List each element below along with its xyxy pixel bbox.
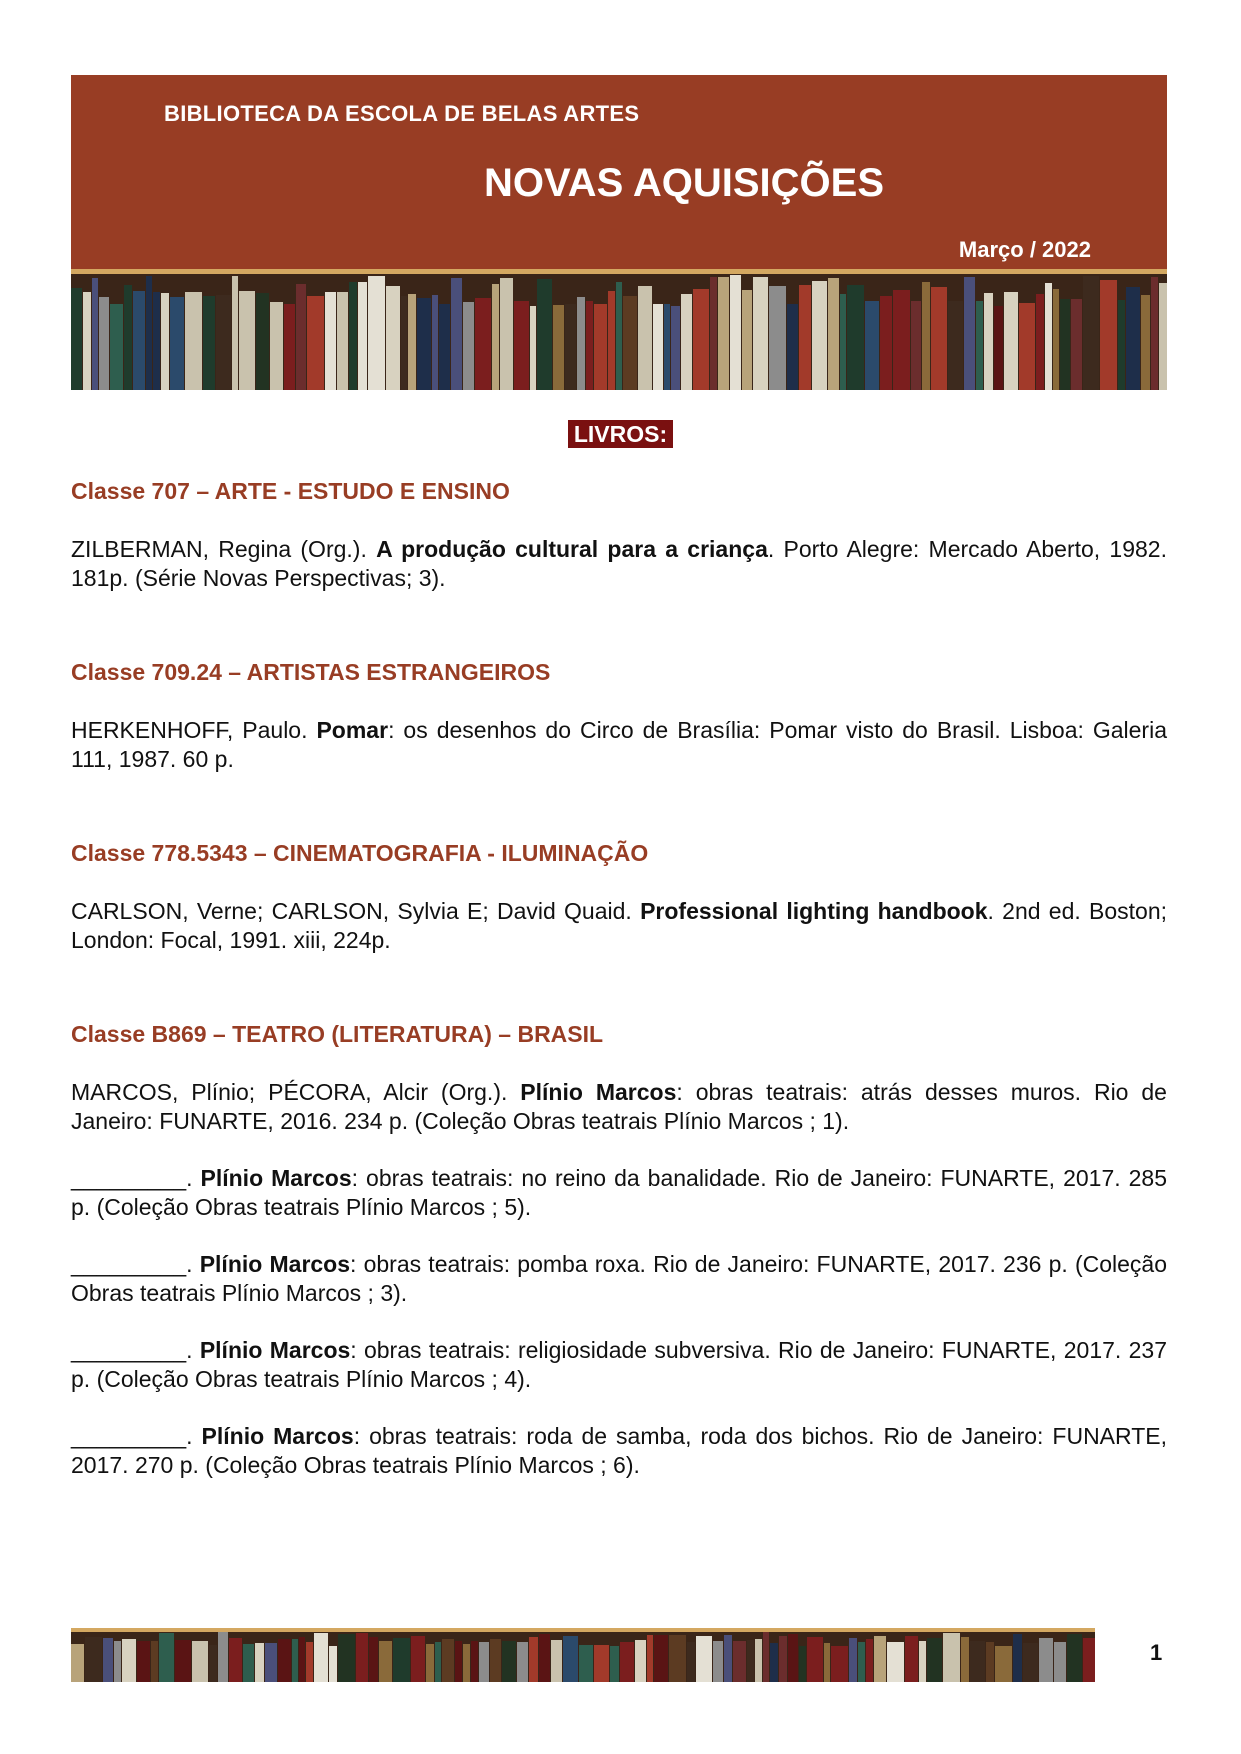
book-spine <box>858 1642 865 1682</box>
class-heading: Classe 709.24 – ARTISTAS ESTRANGEIROS <box>71 659 551 685</box>
book-spine <box>733 1641 746 1682</box>
book-spine <box>874 1636 886 1682</box>
book-spine <box>1083 276 1099 390</box>
book-spine <box>216 295 231 390</box>
book-spine <box>638 286 652 390</box>
book-spine <box>943 1633 960 1682</box>
book-spine <box>742 290 752 390</box>
book-spine <box>539 1634 550 1682</box>
acquisitions-list <box>71 478 1167 1480</box>
book-spine <box>1053 289 1059 390</box>
class-heading: Classe 778.5343 – CINEMATOGRAFIA - ILUMINAÇÃO <box>71 840 649 866</box>
book-spine <box>1083 1638 1095 1682</box>
header-banner <box>71 75 1167 269</box>
book-spine <box>931 287 947 390</box>
book-entry: CARLSON, Verne; CARLSON, Sylvia E; David Quaid. Professional lighting handbook. 2nd ed. Boston; London: Focal, 1991. xiii, 224p. <box>71 898 1167 953</box>
book-spine <box>635 1640 646 1682</box>
book-spine <box>669 1635 686 1682</box>
book-spine <box>647 1635 653 1682</box>
book-spine <box>986 1642 994 1682</box>
book-spine <box>799 1646 806 1682</box>
book-spine <box>1019 303 1035 390</box>
library-name: BIBLIOTECA DA ESCOLA DE BELAS ARTES <box>164 101 640 126</box>
book-spine <box>463 302 474 390</box>
book-spine <box>730 275 741 390</box>
book-spine <box>368 276 385 390</box>
book-spine <box>442 1639 454 1682</box>
book-spine <box>369 1637 378 1682</box>
book-spine <box>338 1634 355 1682</box>
book-spine <box>356 1633 368 1682</box>
class-heading: Classe B869 – TEATRO (LITERATURA) – BRASIL <box>71 1021 604 1047</box>
book-spine <box>306 1642 313 1682</box>
book-spine <box>681 294 692 390</box>
book-spine <box>849 1638 857 1682</box>
book-spine <box>927 1638 942 1682</box>
book-spine <box>1060 299 1070 390</box>
book-spine <box>577 297 585 390</box>
book-spine <box>608 291 615 390</box>
book-spine <box>994 306 1003 390</box>
book-spine <box>265 1643 277 1682</box>
book-spine <box>99 297 109 390</box>
book-spine <box>146 276 152 390</box>
book-spine <box>517 1642 528 1682</box>
book-spine <box>1159 283 1167 390</box>
book-spine <box>137 1641 150 1682</box>
book-spine <box>358 282 367 390</box>
book-spine <box>620 1642 634 1682</box>
book-spine <box>408 294 416 390</box>
book-spine <box>471 1641 478 1682</box>
book-entry: HERKENHOFF, Paulo. Pomar: os desenhos do Circo de Brasília: Pomar visto do Brasil. Lisboa: Galeria 111, 1987. 60 p. <box>71 717 1167 772</box>
book-spine <box>919 1641 926 1682</box>
book-spine <box>463 1644 470 1682</box>
book-spine <box>616 282 622 390</box>
book-spine <box>500 278 513 390</box>
book-spine <box>1126 287 1140 390</box>
book-spine <box>1039 1638 1053 1682</box>
book-spine <box>411 1636 425 1682</box>
book-spine <box>799 285 811 390</box>
book-spine <box>114 1641 121 1682</box>
book-spine <box>654 1635 668 1682</box>
book-spine <box>502 1641 516 1682</box>
book-spine <box>1054 1642 1066 1682</box>
book-spine <box>1067 1634 1082 1682</box>
book-spine <box>229 1638 242 1682</box>
book-spine <box>747 1640 754 1682</box>
book-spine <box>239 291 255 390</box>
book-spine <box>110 304 123 390</box>
book-entry: _________. Plínio Marcos: obras teatrais: no reino da banalidade. Rio de Janeiro: FUNARTE, 2017. 285 p. (Coleção Obras teatrais Plínio Marcos ; 5). <box>71 1165 1167 1220</box>
book-spine <box>455 1641 462 1682</box>
book-spine <box>71 288 82 390</box>
book-spine <box>243 1644 254 1682</box>
book-spine <box>153 292 160 390</box>
book-spine <box>976 301 983 390</box>
book-spine <box>880 296 892 390</box>
book-spine <box>847 285 864 390</box>
book-spine <box>209 1645 217 1682</box>
book-spine <box>653 304 663 390</box>
book-spine <box>563 1636 578 1682</box>
book-spine <box>922 282 930 390</box>
book-spine <box>755 1639 762 1682</box>
book-spine <box>514 301 529 390</box>
book-spine <box>824 1643 830 1682</box>
book-spine <box>218 1632 228 1682</box>
book-spine <box>170 297 184 390</box>
book-entry: ZILBERMAN, Regina (Org.). A produção cultural para a criança. Porto Alegre: Mercado Aberto, 1982. 181p. (Série Novas Perspectivas; 3). <box>71 536 1167 591</box>
book-entry: _________. Plínio Marcos: obras teatrais: roda de samba, roda dos bichos. Rio de Janeiro: FUNARTE, 2017. 270 p. (Coleção Obras teatrais Plínio Marcos ; 6). <box>71 1423 1167 1478</box>
book-spine <box>961 1637 969 1682</box>
book-spine <box>984 293 993 390</box>
section-label <box>0 421 1241 448</box>
book-spine <box>292 1639 298 1682</box>
book-spine <box>490 1639 501 1682</box>
book-spine <box>687 1642 695 1682</box>
book-spine <box>159 1633 174 1682</box>
book-spine <box>551 1640 562 1682</box>
book-spine <box>1036 294 1044 390</box>
book-spine <box>1071 299 1082 390</box>
page-title: NOVAS AQUISIÇÕES <box>483 161 885 205</box>
book-spine <box>779 1636 787 1682</box>
book-spine <box>185 292 202 390</box>
book-spine <box>349 282 357 390</box>
book-spine <box>426 1644 434 1682</box>
bookshelf-image-top <box>71 274 1167 390</box>
book-spine <box>911 301 921 390</box>
book-spine <box>905 1636 918 1682</box>
book-spine <box>1045 283 1052 390</box>
book-spine <box>1141 295 1150 390</box>
page-number: 1 <box>1150 1640 1163 1665</box>
book-spine <box>1118 300 1125 390</box>
book-spine <box>386 286 400 390</box>
book-spine <box>770 1643 778 1682</box>
book-spine <box>203 296 215 390</box>
book-spine <box>594 304 607 390</box>
book-spine <box>788 1634 798 1682</box>
book-spine <box>530 306 536 390</box>
book-spine <box>724 1635 732 1682</box>
book-spine <box>475 298 491 390</box>
book-spine <box>710 277 717 390</box>
book-spine <box>270 302 283 390</box>
issue-date: Março / 2022 <box>958 237 1091 262</box>
book-spine <box>92 278 98 390</box>
book-spine <box>393 1638 410 1682</box>
book-spine <box>1023 1643 1038 1682</box>
book-spine <box>492 284 499 390</box>
book-spine <box>325 292 336 390</box>
book-spine <box>192 1641 208 1682</box>
section-label-text: LIVROS: <box>568 420 673 448</box>
book-spine <box>1004 292 1018 390</box>
book-spine <box>71 1644 84 1682</box>
book-spine <box>417 298 431 390</box>
book-spine <box>893 290 910 390</box>
book-spine <box>124 285 132 390</box>
book-spine <box>299 1637 305 1682</box>
book-spine <box>718 277 729 390</box>
book-spine <box>753 277 768 390</box>
book-spine <box>314 1633 328 1682</box>
book-spine <box>83 292 91 390</box>
book-spine <box>693 289 709 390</box>
book-entry: _________. Plínio Marcos: obras teatrais: pomba roxa. Rio de Janeiro: FUNARTE, 2017. 236 p. (Coleção Obras teatrais Plínio Marcos ; 3). <box>71 1251 1167 1306</box>
book-spine <box>1151 277 1158 390</box>
book-spine <box>151 1641 158 1682</box>
book-spine <box>553 305 564 390</box>
book-spine <box>435 1642 441 1682</box>
book-spine <box>479 1642 489 1682</box>
book-spine <box>812 281 827 390</box>
book-spine <box>948 301 963 390</box>
book-spine <box>831 1646 848 1682</box>
book-spine <box>451 278 462 390</box>
book-spine <box>256 293 269 390</box>
book-spine <box>623 296 637 390</box>
book-spine <box>278 1639 291 1682</box>
book-spine <box>840 294 846 390</box>
book-spine <box>232 276 238 390</box>
book-spine <box>579 1645 593 1682</box>
book-spine <box>769 286 786 390</box>
book-spine <box>401 296 407 390</box>
book-spine <box>296 284 306 390</box>
class-heading: Classe 707 – ARTE - ESTUDO E ENSINO <box>71 478 510 504</box>
book-spine <box>1100 280 1117 390</box>
book-spine <box>964 277 975 390</box>
book-spine <box>85 1637 102 1682</box>
book-spine <box>887 1642 904 1682</box>
book-spine <box>565 304 576 390</box>
book-entry: MARCOS, Plínio; PÉCORA, Alcir (Org.). Plínio Marcos: obras teatrais: atrás desses muros. Rio de Janeiro: FUNARTE, 2016. 234 p. (Coleção Obras teatrais Plínio Marcos ; 1). <box>71 1079 1167 1134</box>
book-spine <box>763 1632 769 1682</box>
book-spine <box>995 1646 1012 1682</box>
book-spine <box>1013 1634 1022 1682</box>
book-spine <box>133 291 145 390</box>
book-spine <box>537 279 552 390</box>
book-spine <box>828 278 839 390</box>
book-spine <box>529 1637 538 1682</box>
book-spine <box>787 304 798 390</box>
bookshelf-image-bottom <box>71 1632 1095 1682</box>
book-spine <box>610 1646 619 1682</box>
book-spine <box>586 301 593 390</box>
book-spine <box>866 1639 873 1682</box>
book-spine <box>970 1641 985 1682</box>
book-spine <box>664 304 670 390</box>
book-spine <box>713 1641 723 1682</box>
book-spine <box>307 296 324 390</box>
book-spine <box>594 1645 609 1682</box>
book-spine <box>432 295 438 390</box>
book-spine <box>329 1646 337 1682</box>
book-spine <box>379 1641 392 1682</box>
book-spine <box>696 1636 712 1682</box>
book-spine <box>175 1640 191 1682</box>
book-spine <box>337 292 348 390</box>
book-spine <box>122 1639 136 1682</box>
book-spine <box>865 301 879 390</box>
book-spine <box>284 304 295 390</box>
book-spine <box>255 1643 264 1682</box>
book-spine <box>439 304 450 390</box>
book-spine <box>161 293 169 390</box>
book-spine <box>671 306 680 390</box>
book-entry: _________. Plínio Marcos: obras teatrais: religiosidade subversiva. Rio de Janeiro: FUNARTE, 2017. 237 p. (Coleção Obras teatrais Plínio Marcos ; 4). <box>71 1337 1167 1392</box>
book-spine <box>103 1638 113 1682</box>
book-spine <box>807 1637 823 1682</box>
